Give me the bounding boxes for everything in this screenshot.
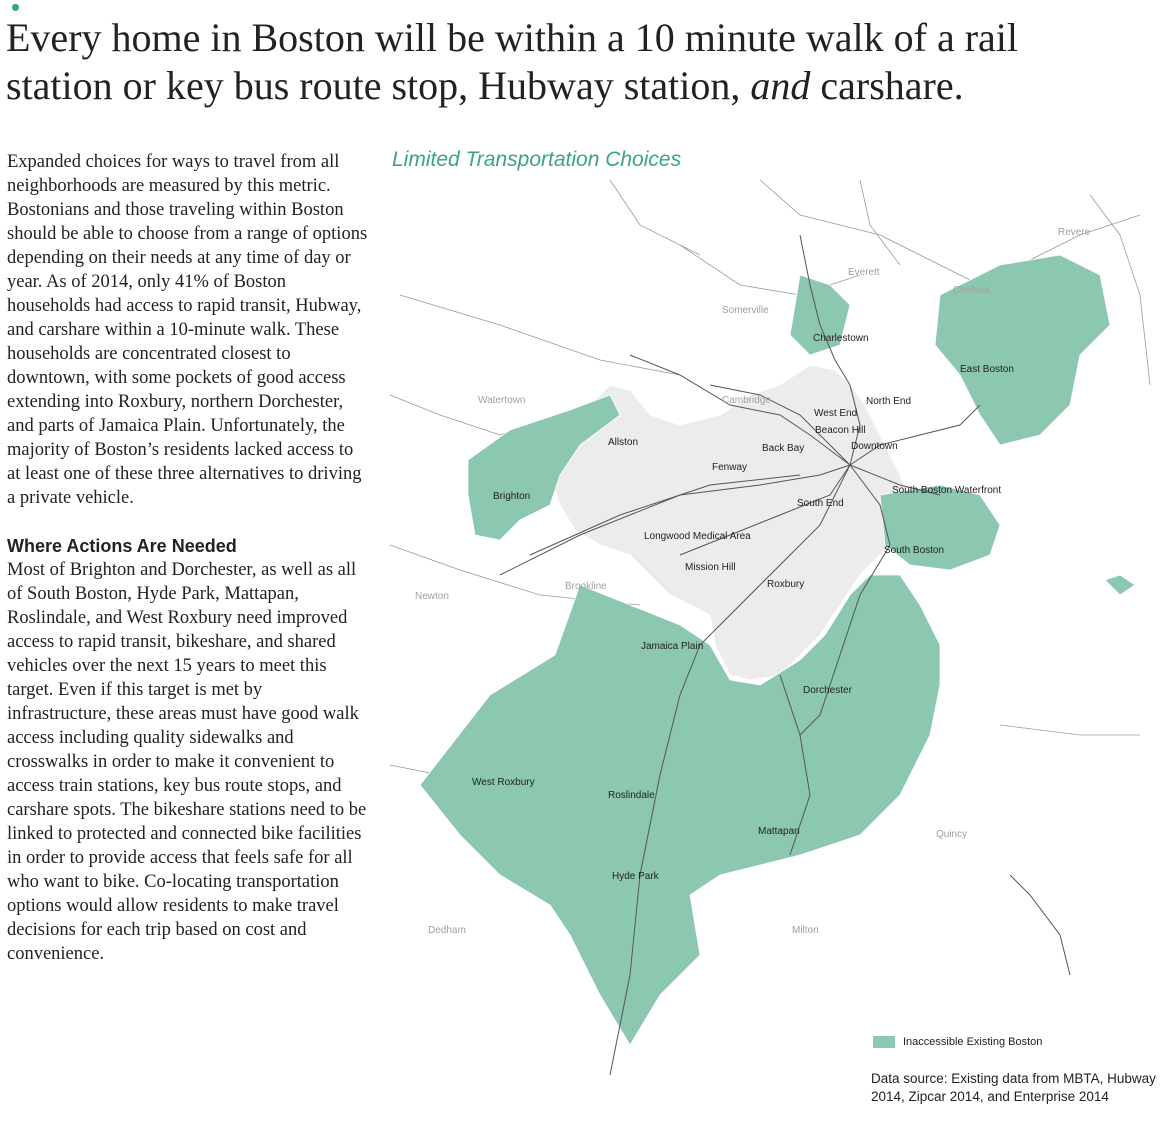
label-beacon-hill: Beacon Hill [815,425,866,436]
headline-line2-a: station or key bus route stop, Hubway station, [6,63,751,108]
area-south-boston [880,485,1000,570]
label-west-roxbury: West Roxbury [472,777,535,788]
town-cambridge: Cambridge [722,395,771,406]
boston-access-map [380,175,1160,1120]
label-downtown: Downtown [851,441,898,452]
town-watertown: Watertown [478,395,526,406]
actions-subheading: Where Actions Are Needed [7,536,237,556]
data-source-note: Data source: Existing data from MBTA, Hubway 2014, Zipcar 2014, and Enterprise 2014 [871,1071,1156,1104]
intro-paragraph: Expanded choices for ways to travel from all neighborhoods are measured by this metric. Bostonians and those traveling within Boston should be able to choose from a range of options depending on their needs at any time of day or year. As of 2014, only 41% of Boston households had access to rapid transit, Hubway, and carshare within a 10-minute walk. These households are concentrated closest to downtown, with some pockets of good access extending into Roxbury, northern Dorchester, and parts of Jamaica Plain. Unfortunately, the majority of Boston’s residents lacked access to at least one of these three alternatives to driving a private vehicle. [7,152,368,508]
label-jamaica-plain: Jamaica Plain [641,641,704,652]
town-newton: Newton [415,591,449,602]
label-dorchester: Dorchester [803,685,852,696]
label-longwood: Longwood Medical Area [644,531,751,542]
label-hyde-park: Hyde Park [612,871,659,882]
label-mission-hill: Mission Hill [685,562,736,573]
map-title: Limited Transportation Choices [392,148,682,171]
town-everett: Everett [848,267,880,278]
label-mattapan: Mattapan [758,826,800,837]
town-milton: Milton [792,925,819,936]
label-north-end: North End [866,396,912,407]
town-chelsea: Chelsea [953,285,990,296]
previous-heading-fragment [0,0,400,6]
label-south-end: South End [797,498,844,509]
label-fenway: Fenway [712,462,748,473]
label-west-end: West End [814,408,858,419]
town-dedham: Dedham [428,925,466,936]
label-brighton: Brighton [493,491,531,502]
town-somerville: Somerville [722,305,769,316]
town-brookline: Brookline [565,581,607,592]
label-east-boston: East Boston [960,364,1014,375]
label-back-bay: Back Bay [762,443,805,454]
label-roslindale: Roslindale [608,790,655,801]
label-charlestown: Charlestown [813,333,869,344]
town-revere: Revere [1058,227,1091,238]
legend-swatch-inaccessible [873,1036,895,1048]
label-allston: Allston [608,437,639,448]
headline-line2-b: carshare. [810,63,964,108]
headline [6,14,1156,110]
town-quincy: Quincy [936,829,968,840]
label-roxbury: Roxbury [767,579,805,590]
actions-paragraph: Most of Brighton and Dorchester, as well as all of South Boston, Hyde Park, Mattapan, Roslindale, and West Roxbury need improved access to rapid transit, bikeshare, and shared vehicles over the next 15 years to meet this target. Even if this target is met by infrastructure, these areas must have good walk access including quality sidewalks and crosswalks in order to make it convenient to access train stations, key bus route stops, and carshare spots. The bikeshare stations need to be linked to protected and connected bike facilities in order to provide access that feels safe for all who want to bike. Co-locating transportation options would allow residents to make travel decisions for each trip based on cost and convenience. [7,560,367,964]
map-legend [873,1036,1042,1048]
headline-emphasis: and [750,63,811,108]
label-south-boston-waterfront: South Boston Waterfront [892,485,1002,496]
label-south-boston: South Boston [884,545,945,556]
area-islands [1105,575,1135,595]
headline-line1: Every home in Boston will be within a 10 minute walk of a rail [6,15,1019,60]
area-east-boston [935,255,1110,445]
body-text-column [7,150,369,966]
legend-label: Inaccessible Existing Boston [903,1036,1043,1048]
